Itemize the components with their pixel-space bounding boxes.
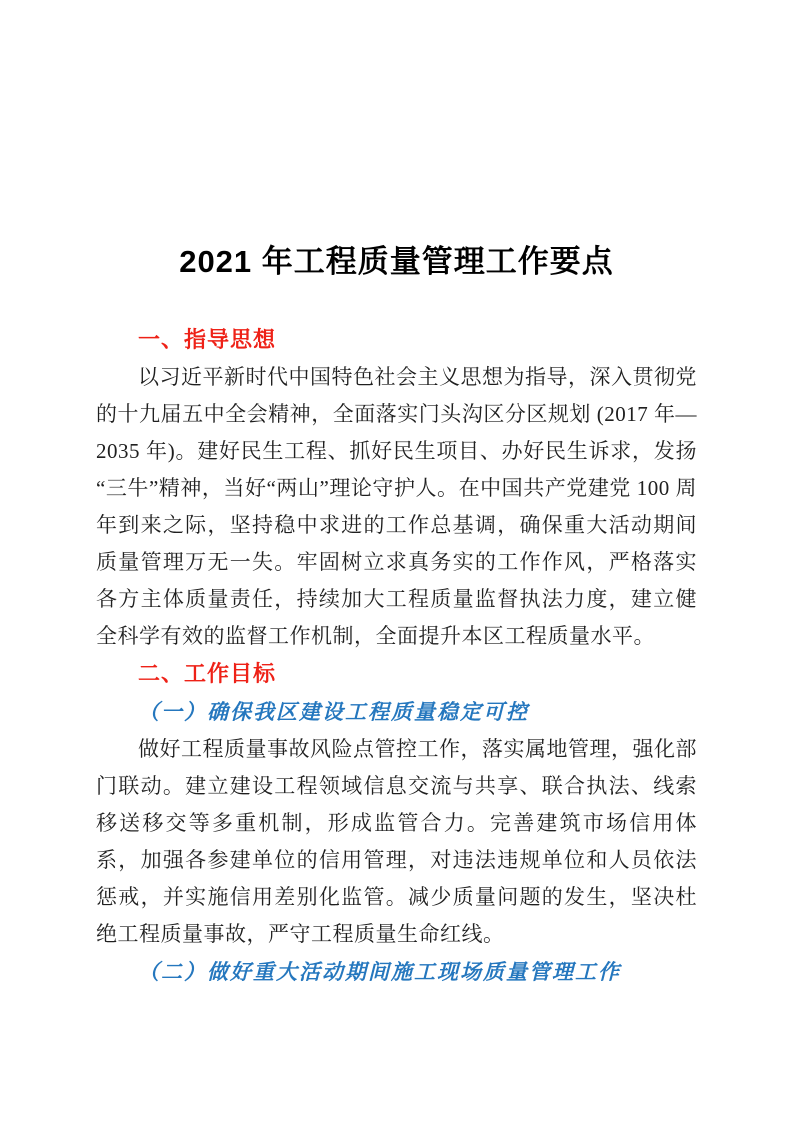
document-title: 2021 年工程质量管理工作要点	[179, 244, 614, 279]
section-heading-work-goals: 二、工作目标	[138, 661, 277, 686]
paragraph-guiding-ideology: 以习近平新时代中国特色社会主义思想为指导，深入贯彻党的十九届五中全会精神，全面落实门头沟区分区规划 (2017 年—2035 年)。建好民生工程、抓好民生项目、办好民生诉求，发扬“三牛”精神，当好“两山”理论守护人。在中国共产党建党 100 周年到来之际，坚持稳中求进的工作总基调，确保重大活动期间质量管理万无一失。牢固树立求真务实的工作作风，严格落实各方主体质量责任，持续加大工程质量监督执法力度，建立健全科学有效的监督工作机制，全面提升本区工程质量水平。	[96, 365, 697, 648]
subsection-heading-quality-stability: （一）确保我区建设工程质量稳定可控	[138, 700, 529, 724]
section-heading-guiding-ideology: 一、指导思想	[138, 327, 277, 352]
paragraph-quality-stability: 做好工程质量事故风险点管控工作，落实属地管理，强化部门联动。建立建设工程领域信息交流与共享、联合执法、线索移送移交等多重机制，形成监管合力。完善建筑市场信用体系，加强各参建单位的信用管理，对违法违规单位和人员依法惩戒，并实施信用差别化监管。减少质量问题的发生，坚决杜绝工程质量事故，严守工程质量生命红线。	[96, 737, 697, 946]
subsection-heading-major-events-site-quality: （二）做好重大活动期间施工现场质量管理工作	[138, 960, 621, 984]
